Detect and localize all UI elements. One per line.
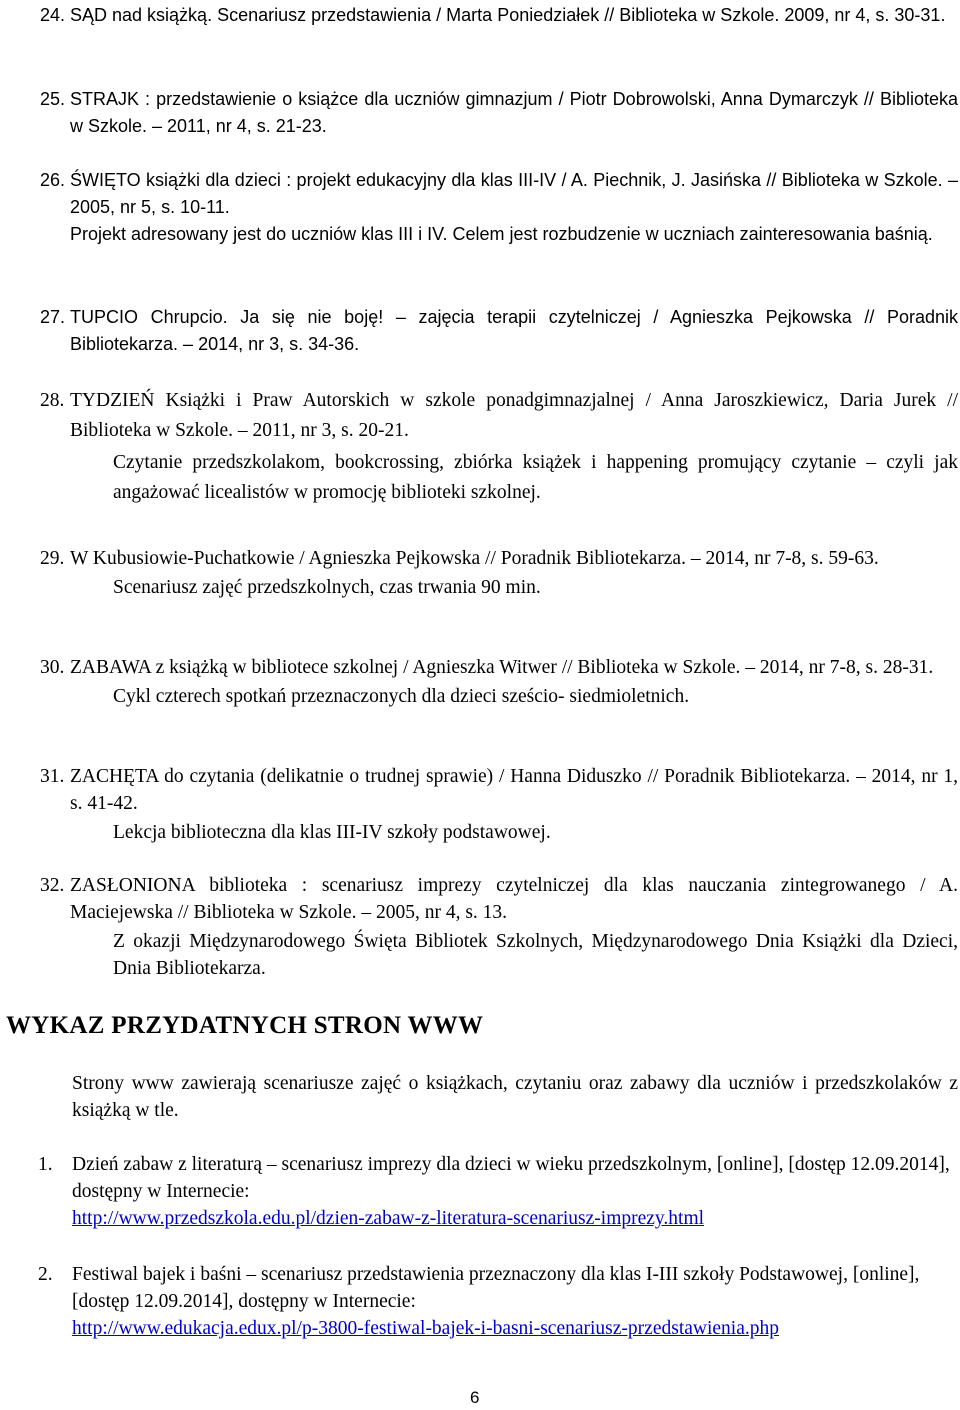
entry-number: 24.	[40, 5, 66, 25]
entry-number: 31.	[40, 766, 65, 787]
entry-text: SĄD nad książką. Scenariusz przedstawienia / Marta Poniedziałek // Biblioteka w Szkole. 2009, nr 4, s. 30-31.	[70, 5, 946, 25]
bibliography-entry	[40, 304, 958, 358]
entry-text: ZABAWA z książką w bibliotece szkolnej / Agnieszka Witwer // Biblioteka w Szkole. – 2014, nr 7-8, s. 28-31.	[70, 657, 934, 678]
website-link[interactable]: http://www.przedszkola.edu.pl/dzien-zabaw-z-literatura-scenariusz-imprezy.html	[72, 1208, 705, 1229]
entry-number: 27.	[40, 307, 66, 327]
entry-number: 1.	[38, 1154, 53, 1175]
entry-text: ZASŁONIONA biblioteka : scenariusz imprezy czytelniczej dla klas nauczania zintegrowanego / A. Maciejewska // Biblioteka w Szkole. – 2005, nr 4, s. 13.	[70, 875, 958, 923]
entry-number: 29.	[40, 548, 65, 569]
entry-text: ŚWIĘTO książki dla dzieci : projekt edukacyjny dla klas III-IV / A. Piechnik, J. Jasińska // Biblioteka w Szkole. – 2005, nr 5, s. 10-11.	[70, 170, 958, 217]
bibliography-entry	[40, 167, 958, 248]
bibliography-entry	[40, 654, 958, 710]
entry-text: W Kubusiowie-Puchatkowie / Agnieszka Pejkowska // Poradnik Bibliotekarza. – 2014, nr 7-8, s. 59-63.	[70, 548, 879, 569]
website-entry	[38, 1151, 958, 1232]
bibliography-entry	[40, 763, 958, 846]
entry-note: Lekcja biblioteczna dla klas III-IV szkoły podstawowej.	[113, 822, 551, 843]
entry-note: Projekt adresowany jest do uczniów klas III i IV. Celem jest rozbudzenie w uczniach zainteresowania baśnią.	[70, 224, 933, 244]
bibliography-entry	[40, 872, 958, 982]
entry-note: Czytanie przedszkolakom, bookcrossing, zbiórka książek i happening promujący czytanie – czyli jak angażować licealistów w promocję biblioteki szkolnej.	[113, 452, 958, 503]
website-description: Festiwal bajek i baśni – scenariusz przedstawienia przeznaczony dla klas I-III szkoły Podstawowej, [online], [dostęp 12.09.2014], dostępny w Internecie:	[72, 1264, 920, 1312]
website-link[interactable]: http://www.edukacja.edux.pl/p-3800-festiwal-bajek-i-basni-scenariusz-przedstawienia.php	[72, 1318, 779, 1339]
page-number: 6	[470, 1388, 480, 1407]
website-entry	[38, 1261, 958, 1342]
entry-note: Cykl czterech spotkań przeznaczonych dla dzieci sześcio- siedmioletnich.	[113, 686, 690, 707]
entry-number: 30.	[40, 657, 65, 678]
entry-note: Z okazji Międzynarodowego Święta Bibliotek Szkolnych, Międzynarodowego Dnia Książki dla Dzieci, Dnia Bibliotekarza.	[113, 931, 958, 979]
bibliography-entry	[40, 386, 958, 508]
entry-text: TUPCIO Chrupcio. Ja się nie boję! – zajęcia terapii czytelniczej / Agnieszka Pejkowska // Poradnik Bibliotekarza. – 2014, nr 3, s. 34-36.	[70, 307, 958, 354]
entry-text: STRAJK : przedstawienie o książce dla uczniów gimnazjum / Piotr Dobrowolski, Anna Dymarczyk // Biblioteka w Szkole. – 2011, nr 4, s. 21-23.	[70, 89, 958, 136]
bibliography-entry	[40, 86, 958, 140]
entry-text: TYDZIEŃ Książki i Praw Autorskich w szkole ponadgimnazjalnej / Anna Jaroszkiewicz, Daria Jurek // Biblioteka w Szkole. – 2011, nr 3, s. 20-21.	[70, 390, 958, 441]
entry-number: 28.	[40, 390, 65, 411]
section-heading: WYKAZ PRZYDATNYCH STRON WWW	[6, 1012, 484, 1039]
entry-text: ZACHĘTA do czytania (delikatnie o trudnej sprawie) / Hanna Diduszko // Poradnik Bibliotekarza. – 2014, nr 1, s. 41-42.	[70, 766, 958, 814]
entry-number: 25.	[40, 89, 66, 109]
entry-number: 2.	[38, 1264, 53, 1285]
section-intro: Strony www zawierają scenariusze zajęć o książkach, czytaniu oraz zabawy dla uczniów i przedszkolaków z książką w tle.	[72, 1073, 958, 1121]
bibliography-entry	[40, 2, 958, 29]
website-description: Dzień zabaw z literaturą – scenariusz imprezy dla dzieci w wieku przedszkolnym, [online], [dostęp 12.09.2014], dostępny w Internecie:	[72, 1154, 950, 1202]
entry-note: Scenariusz zajęć przedszkolnych, czas trwania 90 min.	[113, 577, 541, 598]
entry-number: 32.	[40, 875, 65, 896]
bibliography-entry	[40, 545, 958, 601]
entry-number: 26.	[40, 170, 66, 190]
